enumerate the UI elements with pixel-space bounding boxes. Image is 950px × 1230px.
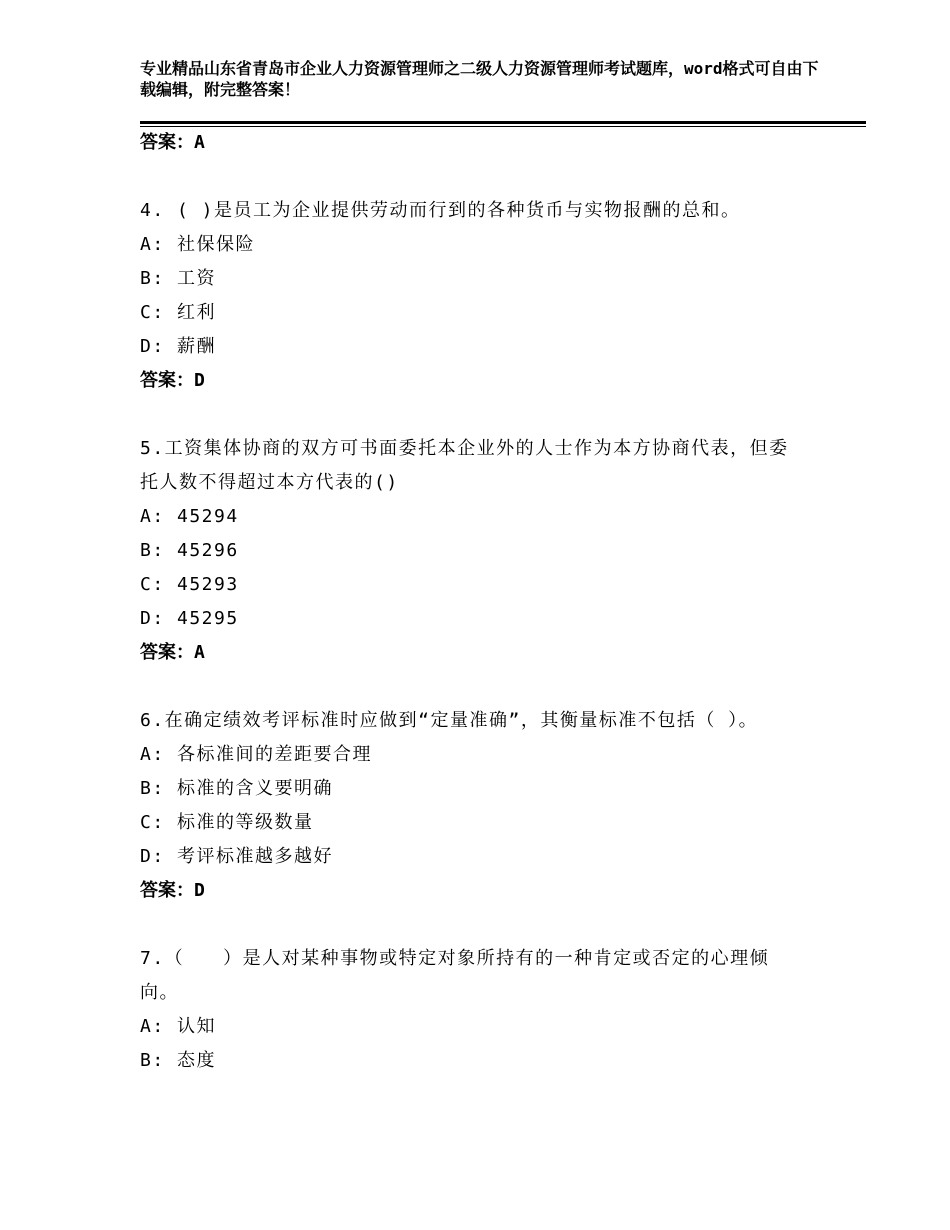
option-d: D: 考评标准越多越好 xyxy=(140,846,334,867)
answer-label: 答案： xyxy=(140,370,194,391)
option-b: B: 45296 xyxy=(140,540,239,561)
answer-label: 答案： xyxy=(140,880,194,901)
question-4 xyxy=(140,194,840,398)
question-stem: 6.在确定绩效考评标准时应做到“定量准确”，其衡量标准不包括（ ）。 xyxy=(140,710,759,731)
header-rule-thick xyxy=(140,121,866,124)
answer-value: D xyxy=(194,370,205,391)
question-6 xyxy=(140,704,840,908)
answer-label: 答案： xyxy=(140,642,194,663)
option-c: C: 红利 xyxy=(140,302,217,323)
option-a: A: 45294 xyxy=(140,506,239,527)
option-a: A: 认知 xyxy=(140,1016,217,1037)
document-content xyxy=(140,126,840,1078)
answer-line xyxy=(140,126,840,160)
option-d: D: 薪酬 xyxy=(140,336,217,357)
option-a: A: 各标准间的差距要合理 xyxy=(140,744,373,765)
option-b: B: 标准的含义要明确 xyxy=(140,778,334,799)
option-b: B: 态度 xyxy=(140,1050,217,1071)
question-7 xyxy=(140,942,840,1078)
option-c: C: 45293 xyxy=(140,574,239,595)
answer-label: 答案： xyxy=(140,132,194,153)
answer-line xyxy=(140,636,840,670)
document-header: 专业精品山东省青岛市企业人力资源管理师之二级人力资源管理师考试题库，word格式可自由下载编辑，附完整答案！ xyxy=(140,59,819,99)
option-c: C: 标准的等级数量 xyxy=(140,812,314,833)
answer-value: A xyxy=(194,642,205,663)
answer-line xyxy=(140,874,840,908)
option-a: A: 社保保险 xyxy=(140,234,256,255)
answer-value: A xyxy=(194,132,205,153)
answer-line xyxy=(140,364,840,398)
option-b: B: 工资 xyxy=(140,268,217,289)
option-d: D: 45295 xyxy=(140,608,239,629)
question-stem: 5.工资集体协商的双方可书面委托本企业外的人士作为本方协商代表，但委托人数不得超过本方代表的() xyxy=(140,438,789,493)
question-5 xyxy=(140,432,840,670)
question-stem: 7.（ ）是人对某种事物或特定对象所持有的一种肯定或否定的心理倾向。 xyxy=(140,948,770,1003)
question-stem: 4. ( )是员工为企业提供劳动而行到的各种货币与实物报酬的总和。 xyxy=(140,200,741,221)
answer-value: D xyxy=(194,880,205,901)
